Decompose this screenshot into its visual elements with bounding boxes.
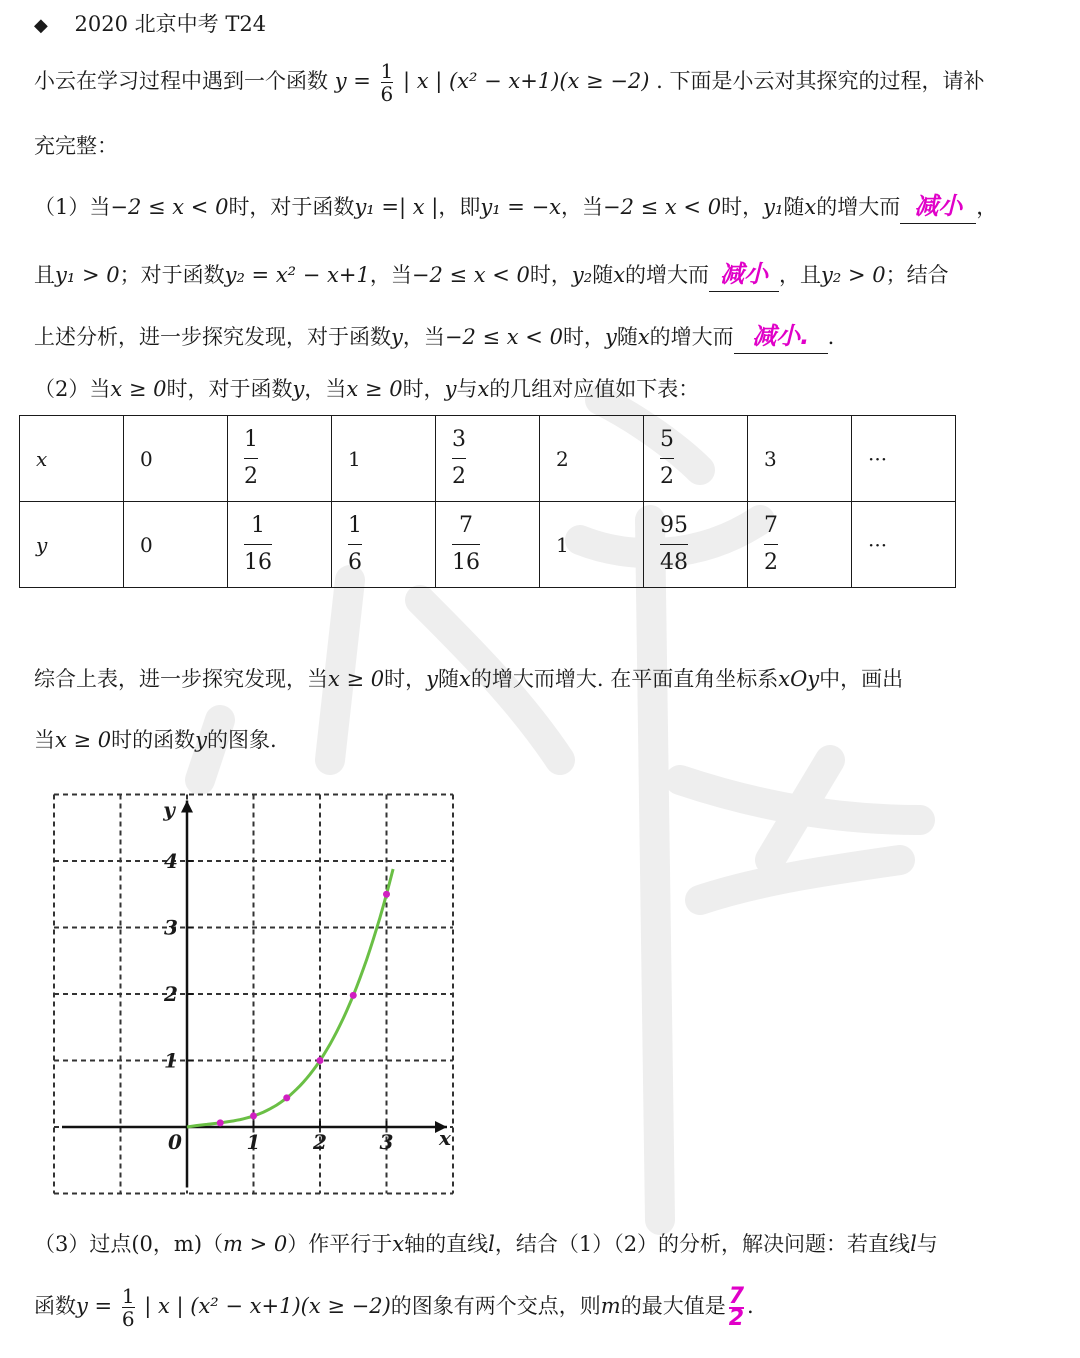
x-tick-label: 2 (313, 1130, 327, 1154)
function-curve (187, 869, 393, 1127)
y-axis-title: y (163, 797, 175, 822)
table-cell: 0 (124, 416, 228, 502)
x-tick-label: 1 (246, 1130, 261, 1154)
table-cell: $\frac{1}{6}$ (332, 502, 436, 588)
table-cell: $\frac{1}{2}$ (228, 416, 332, 502)
header (34, 8, 266, 42)
intro-text-after: . 下面是小云对其探究的过程，请补 (656, 69, 985, 93)
bullet-icon: ◆ (34, 15, 48, 36)
part2-line: （2）当x ≥ 0时，对于函数y，当x ≥ 0时，y与x的几组对应值如下表： (34, 377, 700, 401)
table-cell: ··· (852, 502, 956, 588)
data-point (250, 1112, 257, 1119)
intro-line-1 (34, 60, 985, 105)
fraction-numerator: 1 (380, 59, 394, 83)
table-cell: $\frac{3}{2}$ (436, 416, 540, 502)
value-table (19, 415, 956, 588)
table-cell: $\frac{7}{16}$ (436, 502, 540, 588)
origin-label: 0 (168, 1130, 182, 1154)
table-cell: 1 (540, 502, 644, 588)
table-header-y: y (20, 502, 124, 588)
answer-blank-1 (900, 190, 976, 224)
fraction-denominator: 6 (380, 82, 394, 106)
handwritten-answer-2: 减小 (720, 260, 769, 288)
x-tick-label: 3 (379, 1130, 394, 1154)
part3-line-2: 函数y = $\frac{1}{6}$ | x | (x² − x+1)(x ≥ −2)的图象有两个交点，则m的最大值是 $\frac{7}{2}$ . (34, 1283, 754, 1331)
table-row-y (20, 502, 956, 588)
x-axis-title: x (439, 1126, 451, 1150)
table-cell: 0 (124, 502, 228, 588)
y-tick-label: 4 (164, 849, 178, 873)
y-axis-arrow-icon (181, 801, 193, 813)
summary-line-1: 综合上表，进一步探究发现，当x ≥ 0时，y随x的增大而增大. 在平面直角坐标系xOy中，画出 (34, 667, 904, 691)
intro-line-2: 充完整： (34, 134, 118, 158)
handwritten-answer-3: 减小. (752, 322, 810, 350)
part1-line-2: 且y₁ > 0；对于函数y₂ = x² − x+1，当−2 ≤ x < 0时，y₂随x的增大而 减小 ，且y₂ > 0；结合 (34, 258, 949, 292)
table-cell: 3 (748, 416, 852, 502)
part3-line-1: （3）过点(0，m)（m > 0）作平行于x轴的直线l，结合（1）（2）的分析，解决问题：若直线l与 (34, 1232, 938, 1256)
table-cell: $\frac{7}{2}$ (748, 502, 852, 588)
problem-title: 2020 北京中考 T24 (74, 12, 267, 36)
y-tick-label: 3 (164, 915, 178, 940)
data-point (217, 1119, 224, 1126)
table-cell: ··· (852, 416, 956, 502)
intro-text: 小云在学习过程中遇到一个函数 (34, 69, 328, 93)
formula-lhs: y = (334, 69, 371, 93)
answer-blank-2 (709, 258, 779, 292)
y-tick-label: 2 (164, 982, 178, 1006)
summary-line-2: 当x ≥ 0时的函数y的图象. (34, 728, 277, 752)
axis-labels (162, 798, 452, 1155)
handwritten-answer-1: 减小 (914, 192, 963, 220)
table-row-x (20, 416, 956, 502)
formula-rest: | x | (x² − x+1)(x ≥ −2) (402, 69, 650, 93)
table-cell: $\frac{1}{16}$ (228, 502, 332, 588)
data-point (283, 1094, 290, 1101)
data-point (383, 891, 390, 898)
y-tick-label: 1 (164, 1048, 178, 1073)
table-cell: 1 (332, 416, 436, 502)
formula-fraction (381, 60, 394, 105)
part1-line-1: （1）当−2 ≤ x < 0时，对于函数y₁ =| x |，即y₁ = −x，当−2 ≤ x < 0时，y₁随x的增大而 减小 ， (34, 190, 997, 224)
table-cell: $\frac{5}{2}$ (644, 416, 748, 502)
function-graph (40, 780, 470, 1210)
data-point (317, 1057, 324, 1064)
handwritten-answer-4: $\frac{7}{2}$ (728, 1283, 745, 1331)
table-cell: 2 (540, 416, 644, 502)
answer-blank-3 (734, 320, 828, 354)
part1-line-3: 上述分析，进一步探究发现，对于函数y，当−2 ≤ x < 0时，y随x的增大而 减小. . (34, 320, 834, 354)
table-header-x: x (20, 416, 124, 502)
table-cell: $\frac{95}{48}$ (644, 502, 748, 588)
plotted-points (217, 891, 390, 1127)
data-point (350, 992, 357, 999)
